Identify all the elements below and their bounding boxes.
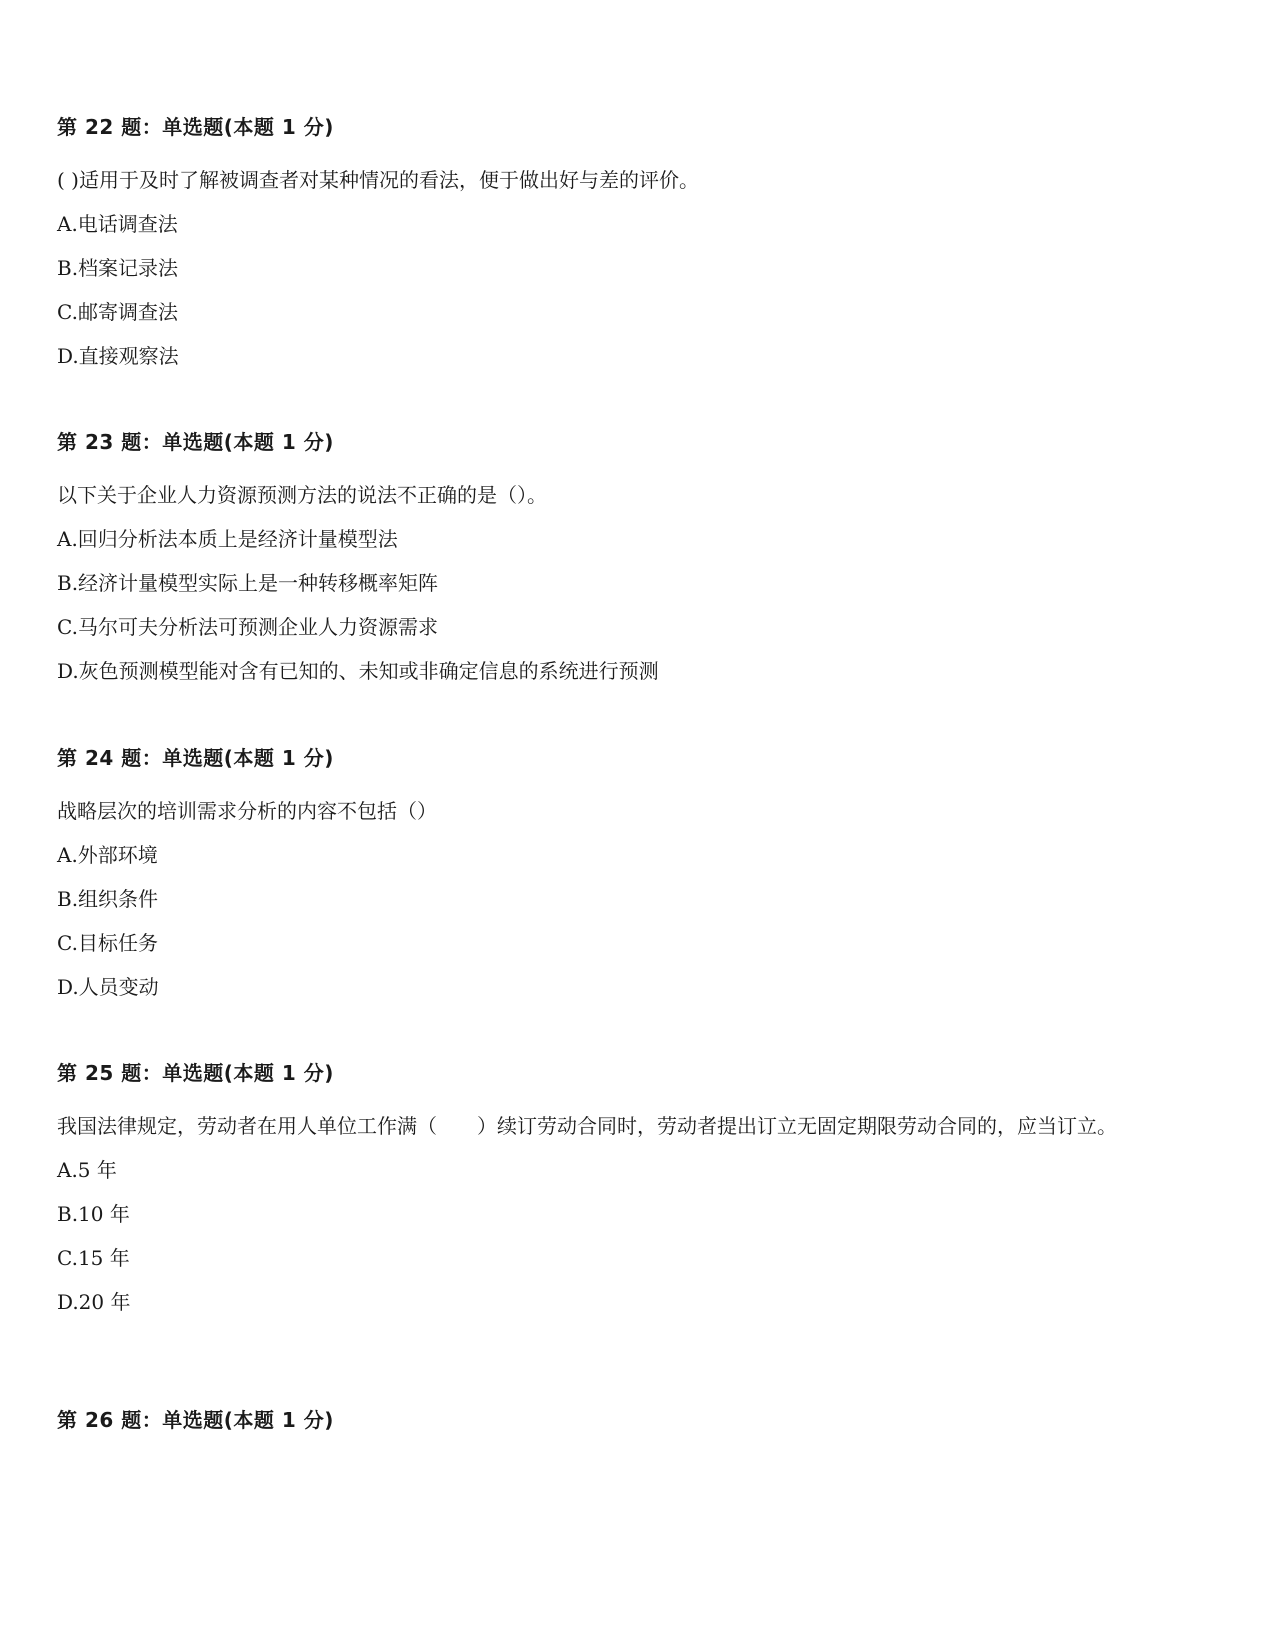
option-b[interactable]: B.经济计量模型实际上是一种转移概率矩阵 bbox=[57, 571, 439, 595]
option-c[interactable]: C.15 年 bbox=[57, 1246, 130, 1270]
question-header: 第 22 题：单选题(本题 1 分) bbox=[57, 115, 334, 139]
option-d[interactable]: D.灰色预测模型能对含有已知的、未知或非确定信息的系统进行预测 bbox=[57, 659, 659, 683]
question-header: 第 23 题：单选题(本题 1 分) bbox=[57, 430, 334, 454]
option-a[interactable]: A.外部环境 bbox=[57, 843, 158, 867]
option-a[interactable]: A.电话调查法 bbox=[57, 212, 178, 236]
option-a[interactable]: A.回归分析法本质上是经济计量模型法 bbox=[57, 527, 398, 551]
option-c[interactable]: C.邮寄调查法 bbox=[57, 300, 178, 324]
option-b[interactable]: B.10 年 bbox=[57, 1202, 130, 1226]
question-header: 第 24 题：单选题(本题 1 分) bbox=[57, 746, 334, 770]
question-24 bbox=[57, 744, 1217, 1002]
option-b[interactable]: B.档案记录法 bbox=[57, 256, 179, 280]
option-d[interactable]: D.20 年 bbox=[57, 1290, 131, 1314]
option-c[interactable]: C.马尔可夫分析法可预测企业人力资源需求 bbox=[57, 615, 438, 639]
question-25 bbox=[57, 1059, 1217, 1317]
question-header: 第 26 题：单选题(本题 1 分) bbox=[57, 1408, 334, 1432]
option-d[interactable]: D.人员变动 bbox=[57, 975, 159, 999]
option-d[interactable]: D.直接观察法 bbox=[57, 344, 179, 368]
question-stem: 战略层次的培训需求分析的内容不包括（） bbox=[57, 799, 437, 823]
question-stem: 我国法律规定，劳动者在用人单位工作满（ ）续订劳动合同时，劳动者提出订立无固定期限劳动合同的，应当订立。 bbox=[57, 1114, 1117, 1138]
question-23 bbox=[57, 428, 1217, 686]
question-22 bbox=[57, 113, 1217, 371]
question-stem: 以下关于企业人力资源预测方法的说法不正确的是（）。 bbox=[57, 483, 547, 507]
option-a[interactable]: A.5 年 bbox=[57, 1158, 117, 1182]
question-header: 第 25 题：单选题(本题 1 分) bbox=[57, 1061, 334, 1085]
option-c[interactable]: C.目标任务 bbox=[57, 931, 158, 955]
option-b[interactable]: B.组织条件 bbox=[57, 887, 159, 911]
question-26 bbox=[57, 1406, 1217, 1434]
question-stem: ( )适用于及时了解被调查者对某种情况的看法，便于做出好与差的评价。 bbox=[57, 168, 699, 192]
